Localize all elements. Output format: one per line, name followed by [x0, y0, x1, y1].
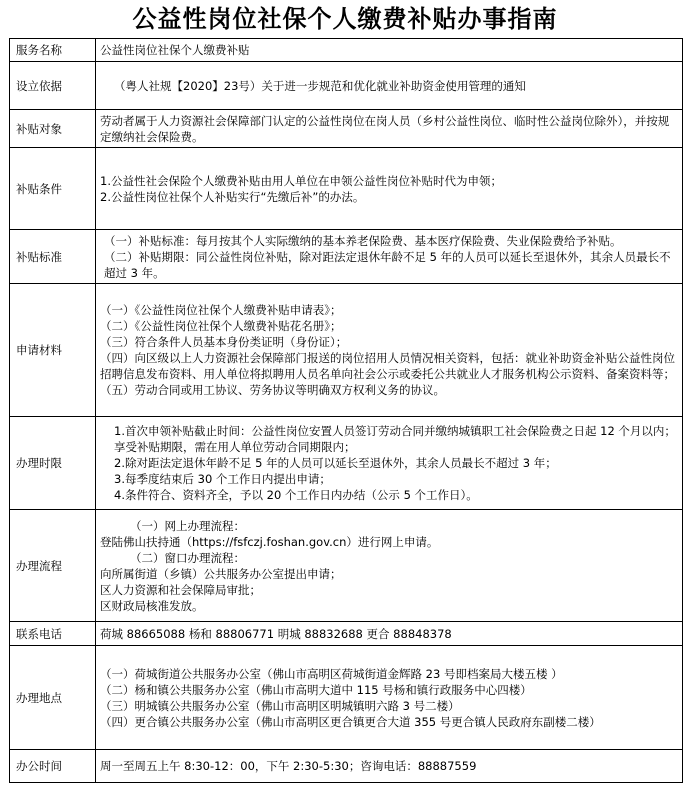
label-service-name: 服务名称 — [10, 39, 96, 62]
value-conditions — [96, 148, 683, 230]
row-phone — [10, 622, 683, 646]
standard-line: （一）补贴标准：每月按其个人实际缴纳的基本养老保险费、基本医疗保险费、失业保险费给予补贴。 — [104, 233, 622, 248]
value-materials — [96, 284, 683, 417]
location-line: （一）荷城街道公共服务办公室（佛山市高明区荷城街道金辉路 23 号即档案局大楼五楼 ） — [100, 666, 563, 681]
process-line: （一）网上办理流程： — [130, 518, 245, 533]
row-conditions — [10, 148, 683, 230]
value-deadline — [96, 417, 683, 510]
value-service-name: 公益性岗位社保个人缴费补贴 — [96, 39, 683, 62]
value-target: 劳动者属于人力资源社会保障部门认定的公益性岗位在岗人员（乡村公益性岗位、临时性公益岗位除外），并按规定缴纳社会保险费。 — [96, 110, 683, 148]
material-line: （一）《公益性岗位社保个人缴费补贴申请表》； — [100, 303, 342, 317]
label-deadline: 办理时限 — [10, 417, 96, 510]
process-line: 向所属街道（乡镇）公共服务办公室提出申请； — [100, 566, 342, 581]
deadline-line: 4.条件符合、资料齐全，予以 20 个工作日内办结（公示 5 个工作日）。 — [114, 488, 478, 502]
label-conditions: 补贴条件 — [10, 148, 96, 230]
material-line: （四）向区级以上人力资源社会保障部门报送的岗位招用人员情况相关资料，包括：就业补助资金补贴公益性岗位招聘信息发布资料、用人单位将拟聘用人员名单向社会公示或委托公共就业人才服务机构公示资料、备案资料等； — [100, 351, 675, 381]
row-location — [10, 646, 683, 750]
material-line: （五）劳动合同或用工协议、劳务协议等明确双方权利义务的协议。 — [100, 383, 445, 397]
process-line: 登陆佛山扶持通（https://fsfczj.foshan.gov.cn）进行网上申请。 — [100, 534, 439, 549]
value-phone: 荷城 88665088 杨和 88806771 明城 88832688 更合 88848378 — [96, 622, 683, 646]
value-standard — [96, 230, 683, 284]
material-line: （三）符合条件人员基本身份类证明（身份证）； — [100, 335, 348, 349]
label-materials: 申请材料 — [10, 284, 96, 417]
guide-table — [9, 38, 683, 783]
row-materials — [10, 284, 683, 417]
label-standard: 补贴标准 — [10, 230, 96, 284]
label-phone: 联系电话 — [10, 622, 96, 646]
material-line: （二）《公益性岗位社保个人缴费补贴花名册》； — [100, 319, 342, 333]
value-location — [96, 646, 683, 750]
label-process: 办理流程 — [10, 510, 96, 622]
row-deadline — [10, 417, 683, 510]
process-line: （二）窗口办理流程： — [130, 550, 245, 565]
value-basis: （粤人社规【2020】23号）关于进一步规范和优化就业补助资金使用管理的通知 — [96, 62, 683, 110]
value-hours: 周一至周五上午 8:30-12：00，下午 2:30-5:30；咨询电话：88887559 — [96, 750, 683, 783]
row-service-name — [10, 39, 683, 62]
deadline-line: 2.除对距法定退休年龄不足 5 年的人员可以延长至退休外，其余人员最长不超过 3 年； — [114, 456, 557, 470]
row-hours — [10, 750, 683, 783]
process-line: 区人力资源和社会保障局审批； — [100, 582, 261, 597]
location-line: （二）杨和镇公共服务办公室（佛山市高明大道中 115 号杨和镇行政服务中心四楼） — [100, 682, 532, 697]
page-title: 公益性岗位社保个人缴费补贴办事指南 — [132, 5, 558, 33]
value-process — [96, 510, 683, 622]
deadline-line: 1.首次申领补贴截止时间：公益性岗位安置人员签订劳动合同并缴纳城镇职工社会保险费之日起 12 个月以内；享受补贴期限，需在用人单位劳动合同期限内； — [114, 424, 676, 454]
label-hours: 办公时间 — [10, 750, 96, 783]
label-location: 办理地点 — [10, 646, 96, 750]
standard-line: （二）补贴期限：同公益性岗位补贴，除对距法定退休年龄不足 5 年的人员可以延长至退休外，其余人员最长不超过 3 年。 — [104, 249, 671, 280]
label-target: 补贴对象 — [10, 110, 96, 148]
condition-line: 1.公益性社会保险个人缴费补贴由用人单位在申领公益性岗位补贴时代为申领； — [100, 173, 502, 188]
deadline-line: 3.每季度结束后 30 个工作日内提出申请； — [114, 472, 331, 486]
location-line: （四）更合镇公共服务办公室（佛山市高明区更合镇更合大道 355 号更合镇人民政府东副楼二楼） — [100, 714, 601, 729]
row-basis — [10, 62, 683, 110]
process-line: 区财政局核准发放。 — [100, 598, 204, 613]
condition-line: 2.公益性岗位社保个人补贴实行“先缴后补”的办法。 — [100, 189, 365, 204]
row-standard — [10, 230, 683, 284]
row-target — [10, 110, 683, 148]
label-basis: 设立依据 — [10, 62, 96, 110]
location-line: （三）明城镇公共服务办公室（佛山市高明区明城镇明六路 3 号二楼） — [100, 698, 460, 713]
row-process — [10, 510, 683, 622]
